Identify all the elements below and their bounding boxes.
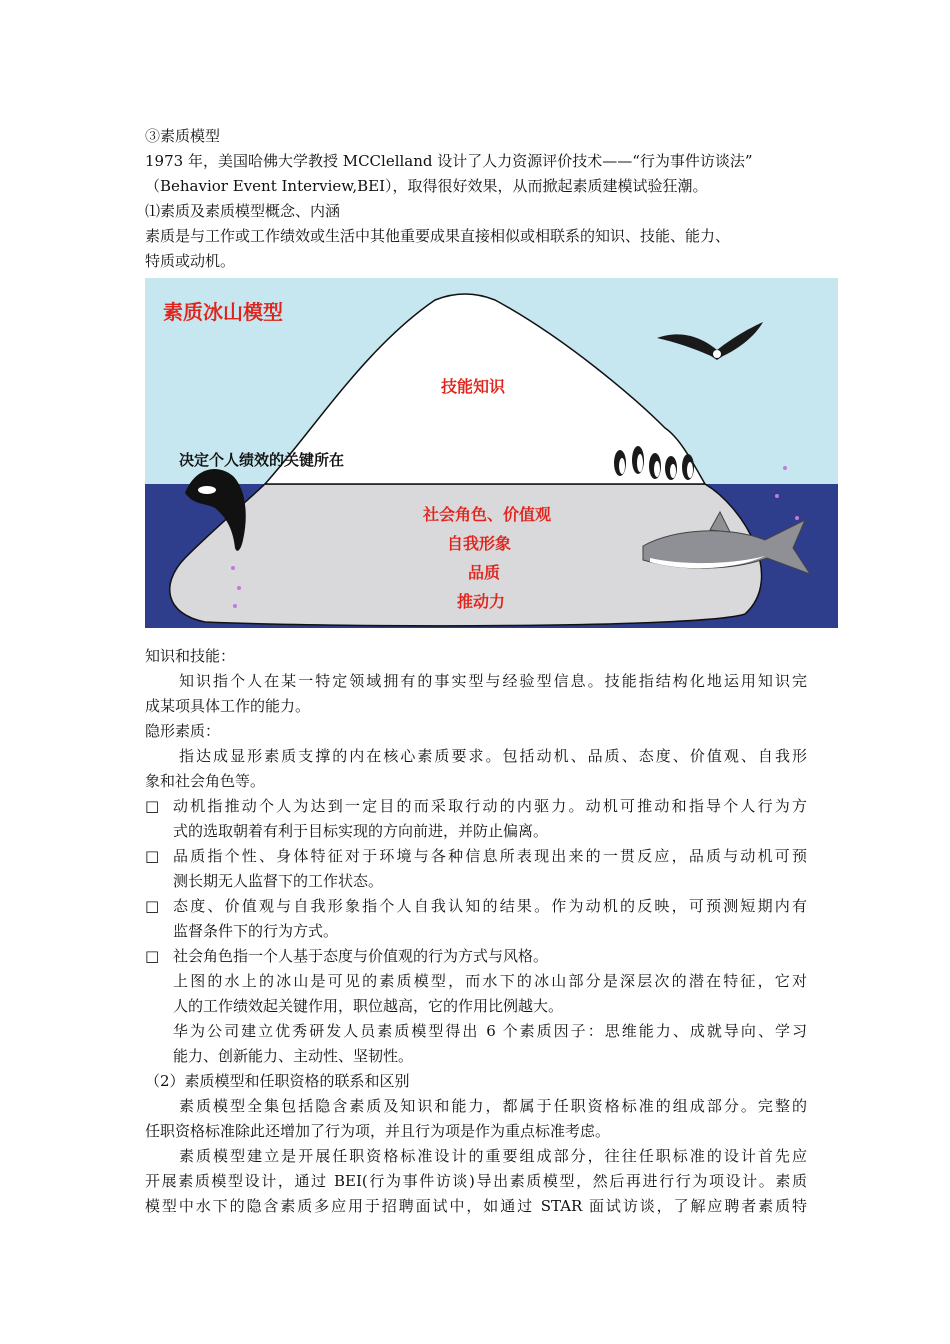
para1-line-1: 素质模型全集包括隐含素质及知识和能力，都属于任职资格标准的组成部分。完整的 [179,1097,807,1115]
document-page [145,124,807,1219]
subsection-2-title: （2）素质模型和任职资格的联系和区别 [145,1072,410,1090]
bullet-item [145,894,807,944]
definition-line-2: 特质或动机。 [145,252,236,270]
bullet-line-1: 社会角色指一个人基于态度与价值观的行为方式与风格。 [173,947,549,965]
bullet-line-1: 动机指推动个人为达到一定目的而采取行动的内驱力。动机可推动和指导个人行为方 [173,797,807,815]
intro-line-1: 1973 年，美国哈佛大学教授 MCClelland 设计了人力资源评价技术——“行为事件访谈法” [145,152,753,170]
checkbox-glyph-icon: □ [145,797,160,815]
hidden-quality-heading: 隐形素质： [145,722,221,740]
above-water-label: 技能知识 [441,377,506,396]
hidden-quality-line-1: 指达成显形素质支撑的内在核心素质要求。包括动机、品质、态度、价值观、自我形 [179,747,807,765]
definition-line-1: 素质是与工作或工作绩效或生活中其他重要成果直接相似或相联系的知识、技能、能力、 [145,227,731,245]
bullet-line-1: 态度、价值观与自我形象指个人自我认知的结果。作为动机的反映，可预测短期内有 [173,897,807,915]
para2-line-1: 素质模型建立是开展任职资格标准设计的重要组成部分，往往任职标准的设计首先应 [179,1147,807,1165]
bullet-item [145,794,807,844]
bullet-line-1: 品质指个性、身体特征对于环境与各种信息所表现出来的一贯反应，品质与动机可预 [173,847,807,865]
para2-line-3: 模型中水下的隐含素质多应用于招聘面试中，如通过 STAR 面试访谈，了解应聘者素质特 [145,1197,807,1215]
huawei-line-2: 能力、创新能力、主动性、坚韧性。 [173,1047,414,1065]
iceberg-note-line-2: 人的工作绩效起关键作用，职位越高，它的作用比例越大。 [173,997,564,1015]
hidden-quality-line-2: 象和社会角色等。 [145,772,266,790]
bullet-item [145,944,807,969]
below-item-1: 社会角色、价值观 [423,505,552,524]
intro-line-2: （Behavior Event Interview,BEI），取得很好效果，从而掀起素质建模试验狂潮。 [145,177,708,195]
checkbox-glyph-icon: □ [145,897,160,915]
section-title: ③素质模型 [145,127,221,145]
figure-title: 素质冰山模型 [163,300,283,324]
below-item-3: 品质 [468,563,501,582]
para1-line-2: 任职资格标准除此还增加了行为项，并且行为项是作为重点标准考虑。 [145,1122,611,1140]
checkbox-glyph-icon: □ [145,847,160,865]
bullet-line-2: 测长期无人监督下的工作状态。 [173,872,384,890]
iceberg-note-line-1: 上图的水上的冰山是可见的素质模型，而水下的冰山部分是深层次的潜在特征，它对 [173,972,807,990]
bullet-item [145,844,807,894]
knowledge-skill-heading: 知识和技能： [145,647,236,665]
subsection-1-title: ⑴素质及素质模型概念、内涵 [145,202,341,220]
knowledge-skill-line-1: 知识指个人在某一特定领域拥有的事实型与经验型信息。技能指结构化地运用知识完 [179,672,807,690]
below-item-4: 推动力 [457,592,506,611]
iceberg-model-figure [145,278,838,628]
below-item-2: 自我形象 [447,534,512,553]
bullet-line-2: 监督条件下的行为方式。 [173,922,339,940]
knowledge-skill-line-2: 成某项具体工作的能力。 [145,697,311,715]
bullet-line-2: 式的选取朝着有利于目标实现的方向前进，并防止偏离。 [173,822,549,840]
key-note-label: 决定个人绩效的关键所在 [179,451,345,469]
para2-line-2: 开展素质模型设计，通过 BEI(行为事件访谈)导出素质模型，然后再进行行为项设计。素质 [145,1172,807,1190]
huawei-line-1: 华为公司建立优秀研发人员素质模型得出 6 个素质因子：思维能力、成就导向、学习 [173,1022,807,1040]
checkbox-glyph-icon: □ [145,947,160,965]
